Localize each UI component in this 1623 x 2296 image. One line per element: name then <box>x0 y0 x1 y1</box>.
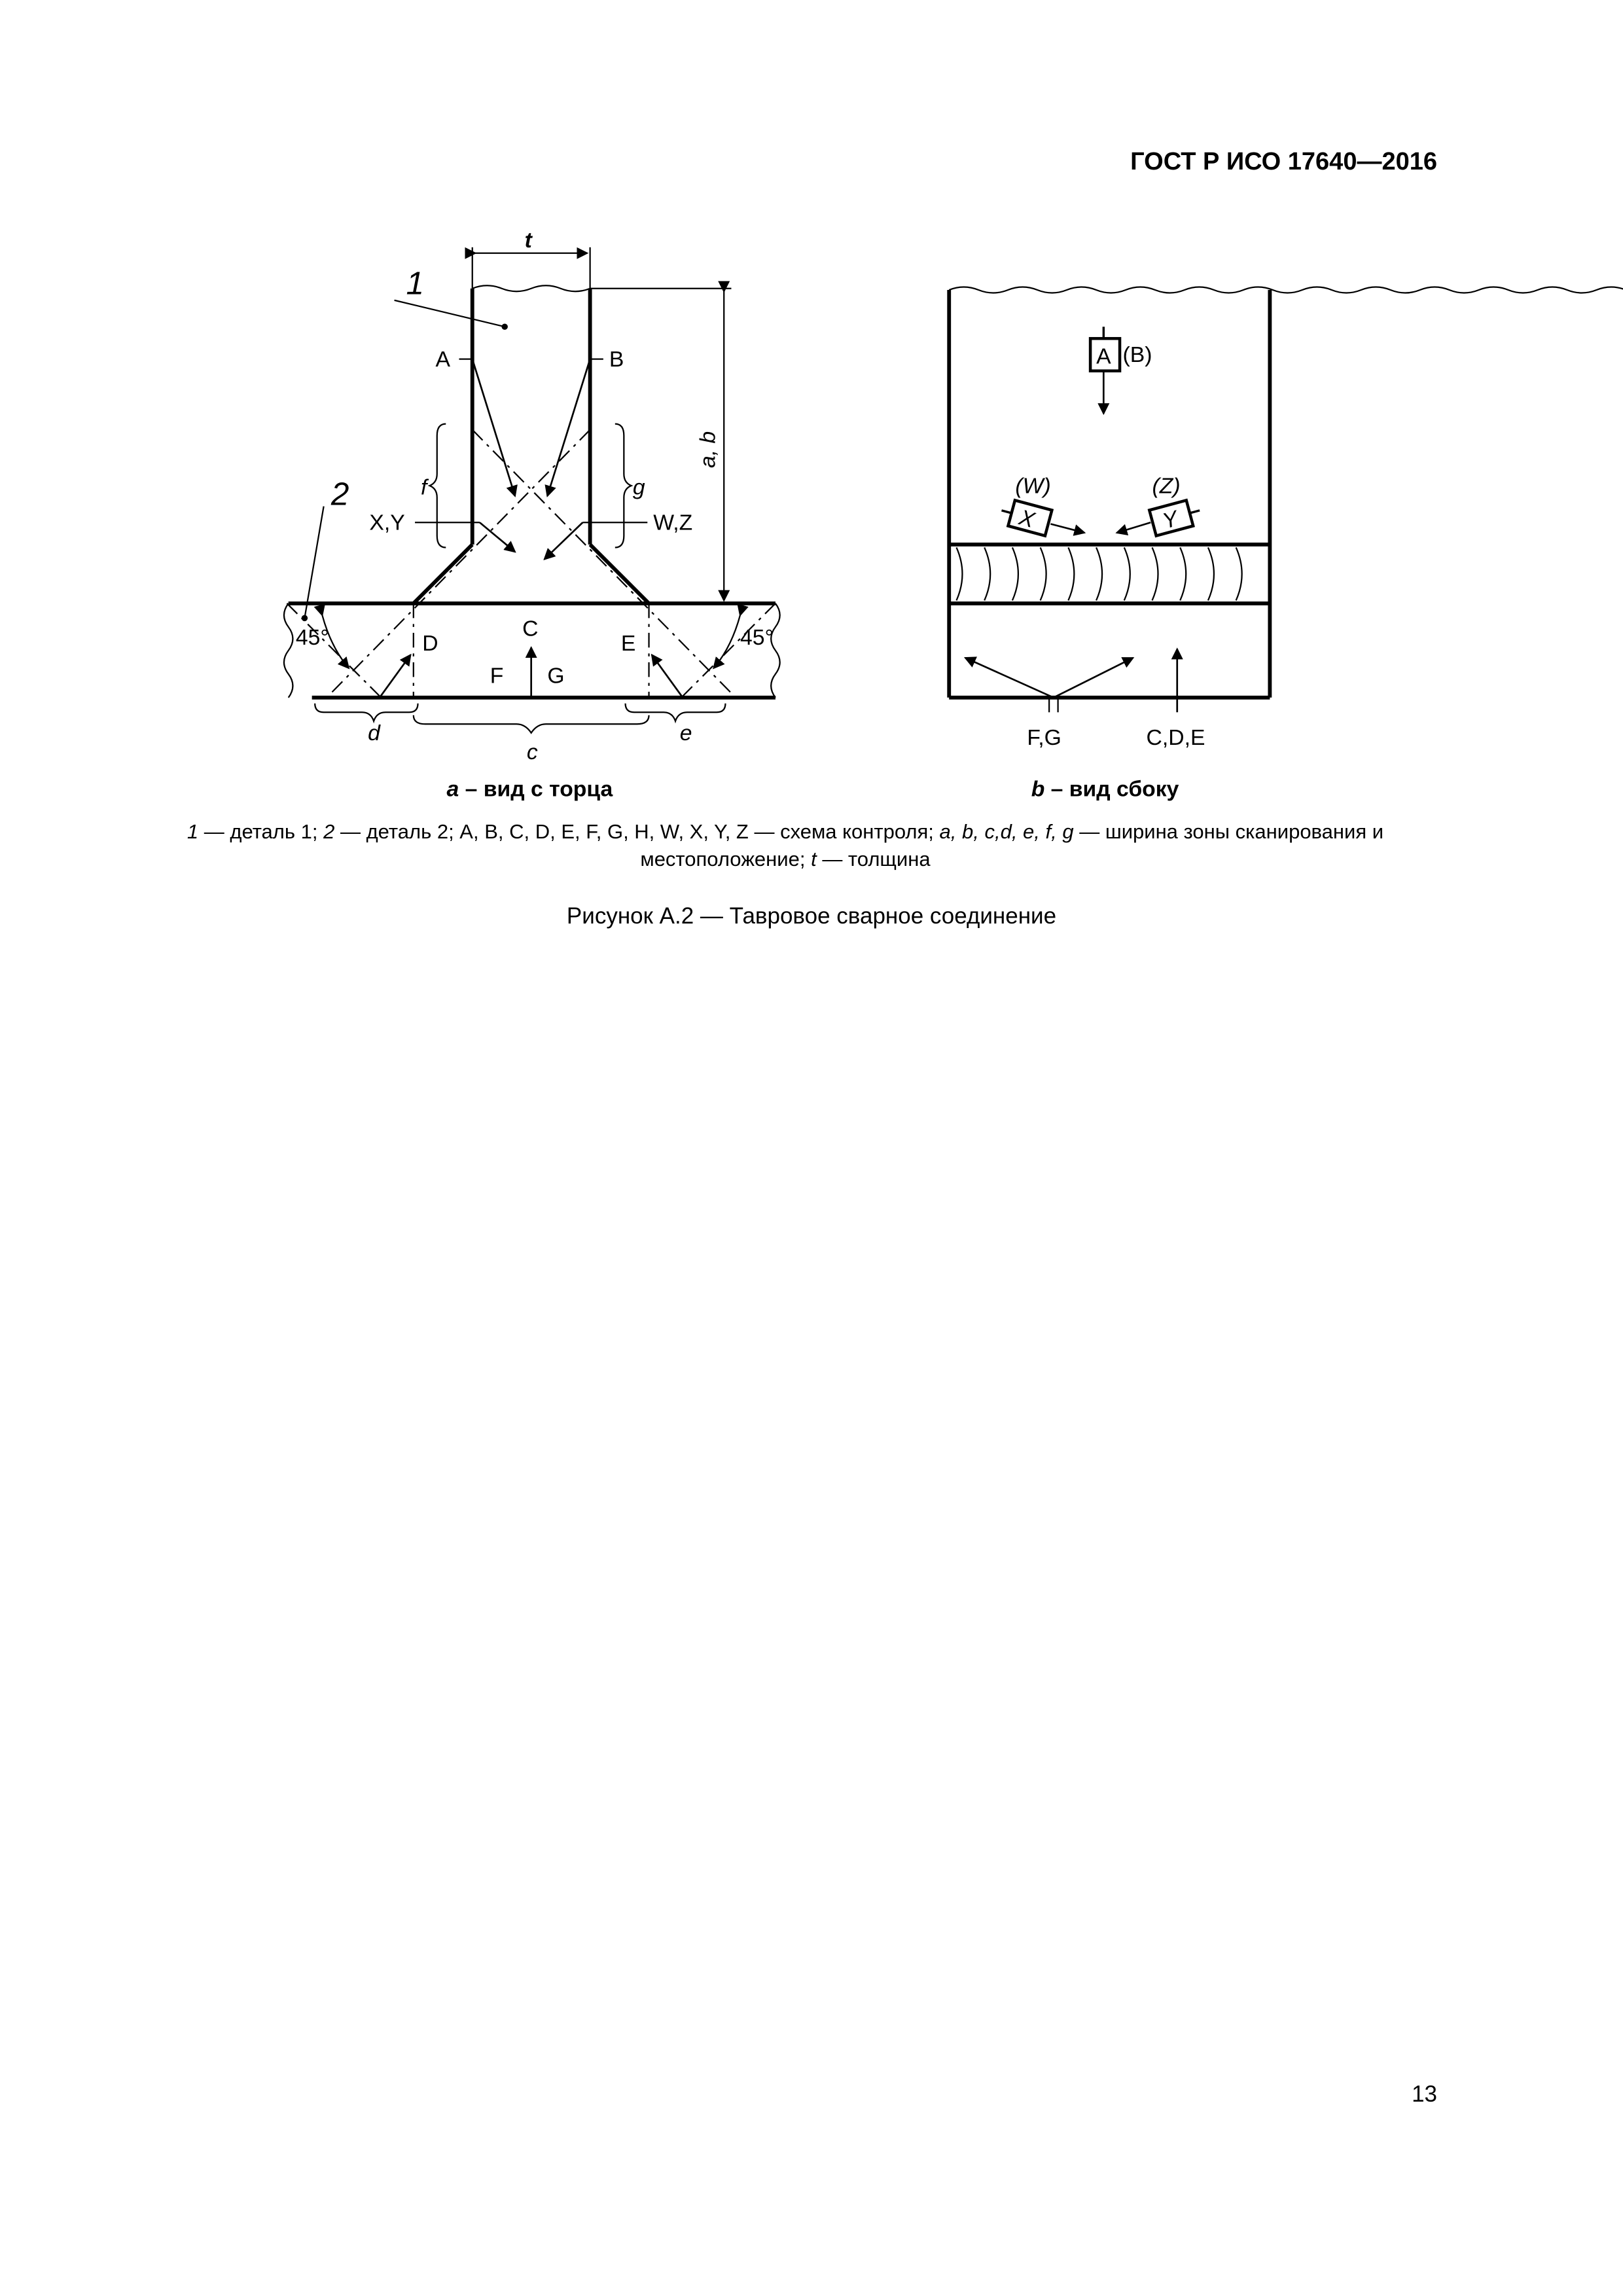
legend-text: — ширина зоны сканирования и <box>1073 820 1384 843</box>
break-line-top-b <box>949 287 1623 293</box>
view-b-caption-letter: b <box>1031 776 1045 802</box>
label-W: (W) <box>1015 473 1051 499</box>
legend-ref-t: t <box>811 848 817 870</box>
weld-ripples <box>956 547 1241 600</box>
label-X: X <box>1016 505 1037 533</box>
figure-a2 <box>0 0 1623 929</box>
view-a-caption <box>447 776 613 801</box>
view-a-caption-letter: a <box>446 776 459 802</box>
label-F: F <box>490 663 504 689</box>
break-line-right <box>771 603 779 698</box>
legend-line-1 <box>131 818 1440 846</box>
label-c: c <box>526 740 538 765</box>
figure-drawing <box>0 0 1623 929</box>
label-g: g <box>632 475 645 500</box>
view-a-caption-text: – вид с торца <box>459 776 613 802</box>
label-C: C <box>522 616 539 641</box>
view-b-side-view <box>949 287 1623 713</box>
legend-line-2 <box>131 846 1440 873</box>
label-t: t <box>524 227 532 253</box>
label-Y: Y <box>1160 506 1181 534</box>
label-2: 2 <box>330 476 349 512</box>
legend-ref-2: 2 <box>323 820 335 843</box>
label-angle-right: 45° <box>740 624 774 650</box>
legend-text: местоположение; <box>640 848 812 870</box>
label-XY: X,Y <box>369 510 405 535</box>
g-brace <box>615 424 632 548</box>
label-A: A <box>435 346 451 372</box>
view-b-caption <box>1031 776 1179 801</box>
label-f: f <box>421 475 427 500</box>
document-header: ГОСТ Р ИСО 17640—2016 <box>1130 148 1437 175</box>
label-d: d <box>368 721 380 746</box>
label-Z: (Z) <box>1152 473 1181 499</box>
label-CDE: C,D,E <box>1146 725 1205 750</box>
label-B-paren: (B) <box>1122 342 1152 368</box>
figure-caption: Рисунок А.2 — Тавровое сварное соединение <box>566 903 1057 929</box>
label-FG: F,G <box>1027 725 1061 750</box>
legend-ref-1: 1 <box>187 820 199 843</box>
label-A-box: A <box>1096 344 1111 369</box>
figure-legend <box>131 818 1440 873</box>
f-brace <box>430 424 446 548</box>
label-ab: a, b <box>695 431 721 469</box>
label-WZ: W,Z <box>653 510 693 535</box>
label-e: e <box>679 721 692 746</box>
break-line-left <box>284 603 293 698</box>
view-a-end-view <box>284 247 780 733</box>
label-G: G <box>547 663 565 689</box>
label-1: 1 <box>406 265 425 302</box>
view-b-caption-text: – вид сбоку <box>1044 776 1179 802</box>
page-number: 13 <box>1412 2081 1437 2107</box>
label-B: B <box>609 346 624 372</box>
label-D: D <box>422 630 438 656</box>
legend-ref-zones: a, b, c,d, e, f, g <box>939 820 1074 843</box>
legend-text: — деталь 1; <box>198 820 324 843</box>
break-line-top <box>473 285 590 291</box>
legend-text: — толщина <box>816 848 931 870</box>
label-E: E <box>620 630 636 656</box>
legend-text: — деталь 2; A, B, C, D, E, F, G, H, W, X, Y, Z — схема контроля; <box>334 820 940 843</box>
label-angle-left: 45° <box>295 624 329 650</box>
